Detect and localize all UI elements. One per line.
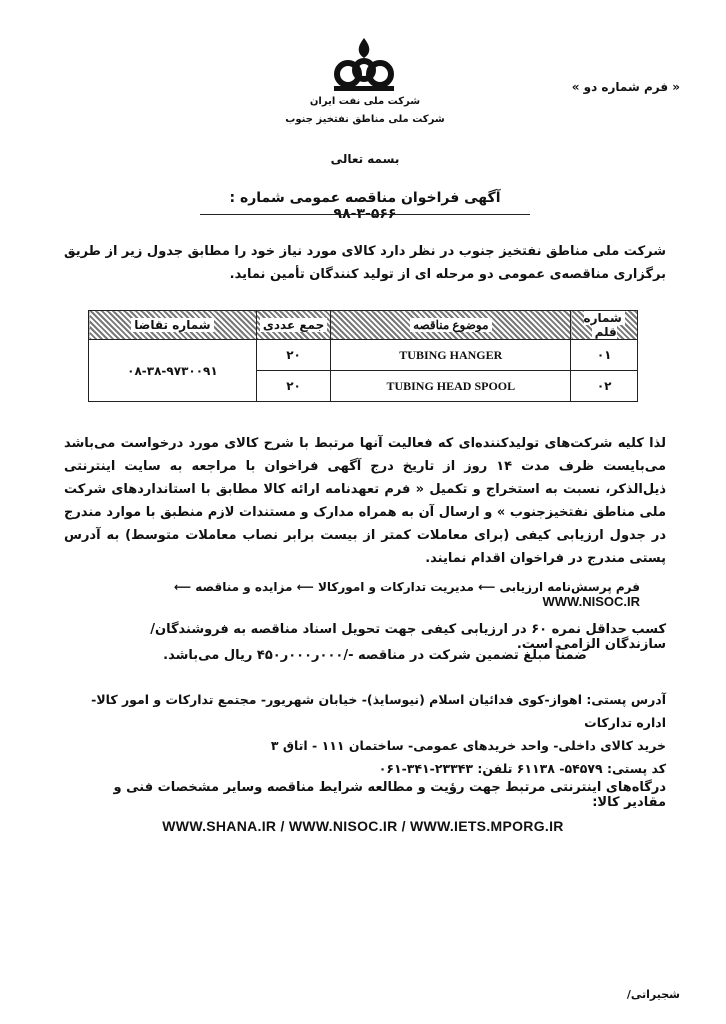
address-line: آدرس پستی: اهواز-کوی فدائیان اسلام (نیوسایذ)- خیابان شهریور- مجتمع تدارکات و امور کالا- اداره تدارکات [91, 692, 666, 730]
title-underline [200, 214, 530, 215]
besmeh: بسمه تعالی [330, 152, 400, 166]
header-row-number: شماره قلم [571, 311, 638, 340]
guarantee-note: ضمناً مبلغ تضمین شرکت در مناقصه -/۰۰۰ر۰۰۰ر۴۵۰ ریال می‌باشد. [163, 648, 587, 663]
address-block [64, 688, 666, 780]
page-title: آگهی فراخوان مناقصه عمومی شماره : ۵۶۶-۳-۹۸ [229, 190, 501, 222]
path-step-tenders: مزایده و مناقصه [195, 580, 293, 594]
logo-caption: شرکت ملی نفت ایران [309, 96, 421, 107]
row-subject: TUBING HEAD SPOOL [331, 371, 571, 402]
nioc-logo [326, 36, 402, 96]
portals-label: درگاه‌های اینترنتی مرتبط جهت رؤیت و مطالعه شرایط مناقصه وسایر مشخصات فنی و مقادیر کالا: [113, 780, 666, 810]
navigation-path [80, 580, 640, 609]
header-quantity: جمع عددی [256, 311, 330, 340]
row-number: ۰۱ [571, 340, 638, 371]
body-paragraph: لذا کلیه شرکت‌های تولیدکننده‌ای که فعالیت آنها مرتبط با شرح کالای مورد درخواست می‌باشد می‌بایست ظرف مدت ۱۴ روز از تاریخ درج آگهی فراخوان با مراجعه به سایت اینترنتی ذیل‌الذکر، نسبت به استخراج و تکمیل « فرم تعهدنامه ارائه کالا مطابق با استانداردهای شرکت ملی مناطق نفتخیزجنوب » و ارسال آن به همراه مدارک و مستندات لازم منطبق با موارد مندرج در جدول ارزیابی کیفی (برای معاملات کمتر از بیست برابر نصاب معاملات متوسط) به آدرس پستی مندرج در فراخوان اقدام نمایند. [64, 436, 667, 566]
arrow-icon: ⟵ [296, 580, 314, 594]
portal-links[interactable]: WWW.SHANA.IR / WWW.NISOC.IR / WWW.IETS.MPORG.IR [162, 818, 564, 834]
path-step-procurement: مدیریت تدارکات و امورکالا [317, 580, 474, 594]
header-request-number: شماره تقاضا [89, 311, 257, 340]
arrow-icon: ⟵ [478, 580, 496, 594]
intro-paragraph: شرکت ملی مناطق نفتخیز جنوب در نظر دارد کالای مورد نیاز خود را مطابق جدول زیر از طریق برگزاری مناقصه‌ی عمومی دو مرحله ای از تولید کنندگان تأمین نماید. [64, 244, 666, 282]
row-quantity: ۲۰ [256, 371, 330, 402]
company-name: شرکت ملی مناطق نفتخیز جنوب [285, 114, 445, 125]
request-number: ۰۸-۳۸-۹۷۳۰۰۹۱ [89, 340, 257, 402]
path-site-link[interactable]: WWW.NISOC.IR [542, 594, 640, 609]
row-number: ۰۲ [571, 371, 638, 402]
tender-table [88, 310, 638, 402]
row-subject: TUBING HANGER [331, 340, 571, 371]
postal-code-phone: کد پستی: ۵۴۵۷۹- ۶۱۱۳۸ تلفن: ۲۳۳۴۳-۳۴۱-۰۶۱ [378, 761, 666, 776]
evaluation-note: کسب حداقل نمره ۶۰ در ارزیابی کیفی جهت تحویل اسناد مناقصه به فروشندگان/ سازندگان الزامی است. [150, 622, 666, 652]
table-header-row [89, 311, 638, 340]
form-number: « فرم شماره دو » [571, 80, 680, 94]
address-line: خرید کالای داخلی- واحد خریدهای عمومی- ساختمان ۱۱۱ - اتاق ۳ [270, 738, 666, 753]
header-subject: موضوع مناقصه [331, 311, 571, 340]
path-step-questionnaire: فرم پرسش‌نامه ارزیابی [499, 580, 640, 594]
row-quantity: ۲۰ [256, 340, 330, 371]
table-row [89, 340, 638, 371]
signature-initials: شجیراتی/ [626, 988, 680, 1001]
arrow-icon: ⟵ [173, 580, 192, 594]
